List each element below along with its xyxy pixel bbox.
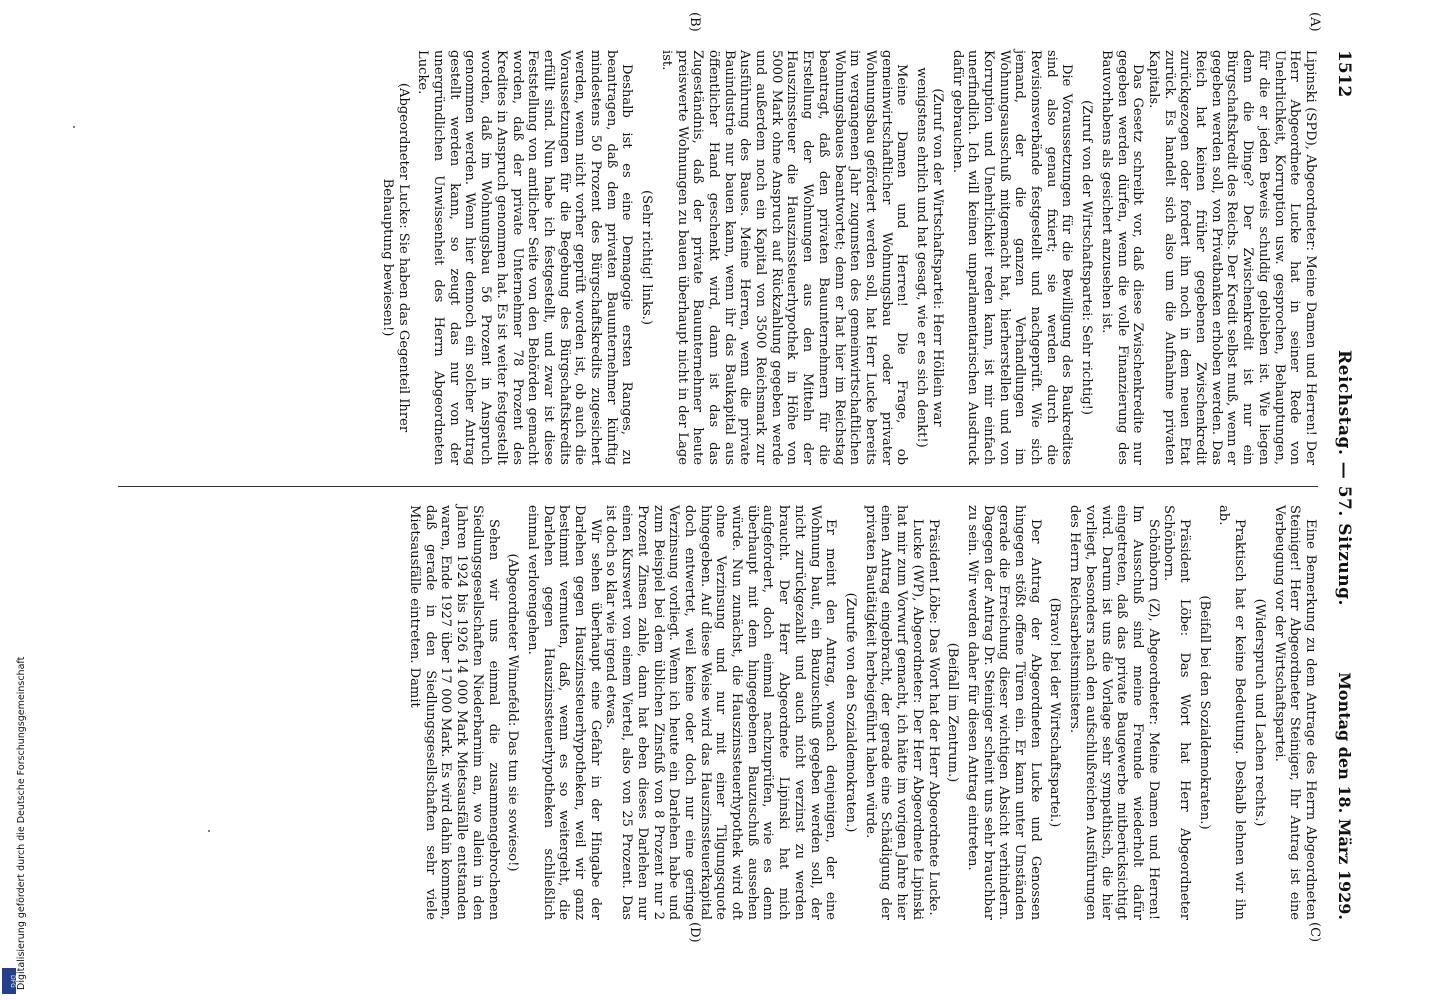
scanned-page xyxy=(72,12,1362,943)
paragraph: Eine Bemerkung zu dem Antrage des Herrn Abgeordneten Steiniger! Herr Abgeordneter Steiniger, Ihr Antrag ist eine Verbeugung vor der Wirtschaftspartei. xyxy=(1271,505,1318,920)
page-number: 1512 xyxy=(1334,50,1354,98)
interjection: (Beifall bei den Sozialdemokraten.) xyxy=(1196,595,1212,830)
margin-mark-a: (A) xyxy=(1307,12,1322,32)
dfg-logo: DFG xyxy=(2,968,16,994)
interjection: (Beifall im Zentrum.) xyxy=(945,642,961,783)
interjection: (Abgeordneter Winnefeld: Das tun sie sowieso!) xyxy=(505,553,521,872)
interjection: (Zurufe von den Sozialdemokraten.) xyxy=(843,592,859,833)
margin-mark-d: (D) xyxy=(687,922,702,943)
paragraph: Deshalb ist es eine Demagogie ersten Ranges, zu beantragen, daß dem privaten Bauunternehmer künftig mindestens 50 Prozent des Bürgschaftskredits zugesichert werden, wenn nicht vorher geprüft worden ist, ob auch die Voraussetzungen für die Begebung des Bürgschaftskredits erfüllt sind. Nun habe ich festgestellt, und zwar ist diese Feststellung von amtlicher Seite von den Behörden gemacht worden, daß der private Unternehmer 78 Prozent des Kredites in Anspruch genommen hat. Es ist weiter festgestellt worden, daß im Wohnungsbau 56 Prozent in Anspruch genommen werden. Wenn hier dennoch ein solcher Antrag gestellt werden kann, so zeugt das nur von der unergründlichen Unwissenheit des Herrn Abgeordneten Lucke. xyxy=(415,50,635,465)
paragraph: Sehen wir uns einmal die zusammengebrochenen Siedlungsgesellschaften Niederbarnim an, wo allein in den Jahren 1924 bis 1926 14 000 Mark Mietsausfälle entstanden waren, Ende 1927 über 17 000 Mark. Es wird dahin kommen, daß gerade in den Siedlungsgesellschaften sehr viele Mietsausfälle eintreten. Damit xyxy=(407,505,501,920)
digitization-credit xyxy=(4,40,27,990)
paragraph: Lipinski (SPD), Abgeordneter: Meine Damen und Herren! Der Herr Abgeordnete Lucke hat in seiner Rede von Unehrlichkeit, Korruption usw. gesprochen, Behauptungen, für die er jeden Beweis schuldig geblieben ist. Wie liegen denn die Dinge? Der Zwischenkredit ist nur ein Bürgschaftskredit des Reichs. Der Kredit selbst muß, wenn er gegeben werden soll, von Privatbanken erhoben werden. Das Reich hat keinen früher gegebenen Zwischenkredit zurückgezogen oder fordert ihn noch in dem neuen Etat zurück. Es handelt sich also um die Aufnahme privaten Kapitals. xyxy=(1145,50,1318,465)
digitization-credit-text: Digitalisierung gefördert durch die Deutsche Forschungsgemeinschaft xyxy=(16,656,27,990)
left-column xyxy=(375,50,1318,465)
paragraph: Die Voraussetzungen für die Bewilligung des Baukredites sind also genau fixiert; sie werden durch die Revisionsverbände festgestellt und nachgeprüft. Wie sich jemand, der die ganzen Verhandlungen im Wohnungsausschuß mitgemacht hat, hierherstellen und von Korruption und Unehrlichkeit reden kann, ist mir einfach unerfindlich. Ich will keinen unparlamentarischen Ausdruck dafür gebrauchen. xyxy=(949,50,1075,465)
interjection: (Bravo! bei der Wirtschaftspartei.) xyxy=(1047,597,1063,828)
paragraph: Meine Damen und Herren! Die Frage, ob gemeinwirtschaftlicher Wohnungsbau oder privater Wohnungsbau gefördert werden soll, hat Herr Lucke bereits im vergangenen Jahr zugunsten des gemeinwirtschaftlichen Wohnungsbaues beantwortet; denn er hat hier im Reichstag beantragt, daß den privaten Bauunternehmern für die Erstellung der Wohnungen aus den Mitteln der Hauszinssteuer die Hauszinssteuerhypothek in Höhe von 5000 Mark ohne Anspruch auf Rückzahlung gegeben werde und außerdem noch ein Kapital von 3500 Reichsmark zur Ausführung des Baues. Meine Herren, wenn die private Bauindustrie nur bauen kann, wenn ihr das Baukapital aus öffentlicher Hand geschenkt wird, dann ist das das Zugeständnis, daß der private Bauunternehmer heute preiswerte Wohnungen zu bauen überhaupt nicht in der Lage ist. xyxy=(658,50,910,465)
interjection: (Widerspruch und Lachen rechts.) xyxy=(1251,598,1267,827)
interjection: (Zuruf von der Wirtschaftspartei: Sehr richtig!) xyxy=(1079,99,1095,416)
paragraph: Präsident Löbe: Das Wort hat der Herr Abgeordnete Lucke. xyxy=(925,519,941,916)
session-date: Montag den 18. März 1929. xyxy=(1335,672,1354,920)
margin-mark-b: (B) xyxy=(687,12,702,32)
running-title: Reichstag. — 57. Sitzung. xyxy=(1334,350,1354,606)
interjection: (Abgeordneter Lucke: Sie haben das Gegenteil Ihrer Behauptung bewiesen!) xyxy=(379,82,411,433)
paragraph: Praktisch hat er keine Bedeutung. Deshalb lehnen wir ihn ab. xyxy=(1216,505,1248,920)
interjection: (Sehr richtig! links.) xyxy=(639,190,655,325)
paragraph: Lucke (WP), Abgeordneter: Der Herr Abgeordnete Lipinski hat mir zum Vorwurf gemacht, ich hätte im vorigen Jahre hier einen Antrag eingebracht, der gerade eine Schädigung der privaten Bautätigkeit herbeigeführt haben würde. xyxy=(862,505,925,920)
paragraph: Das Gesetz schreibt vor, daß diese Zwischenkredite nur gegeben werden dürfen, wenn die volle Finanzierung des Bauvorhabens als gesichert anzusehen ist. xyxy=(1098,50,1146,465)
paragraph: Schönborn (Z), Abgeordneter: Meine Damen und Herren! Im Ausschuß sind meine Freunde wiederholt dafür eingetreten, daß das private Baugewerbe mitberücksichtigt wird. Darum ist uns die Vorlage sehr sympathisch, die hier vorliegt, besonders nach den aufschlußreichen Ausführungen des Herrn Reichsarbeitsministers. xyxy=(1067,505,1161,920)
paragraph: Wir sehen überhaupt eine Gefahr in der Hingabe der Darlehen gegen Hauszinssteuerhypotheken, weil wir ganz bestimmt vermuten, daß, wenn es so weitergeht, die Darlehen gegen Hauszinssteuerhypotheken schließlich einmal verlorengehen. xyxy=(524,505,603,920)
paragraph: Präsident Löbe: Das Wort hat Herr Abgeordneter Schönborn. xyxy=(1161,505,1193,920)
interjection: (Zuruf von der Wirtschaftspartei: Herr Höllein war wenigstens ehrlich und hat gesagt, wie er es sich denkt!) xyxy=(914,67,945,448)
page-header xyxy=(1322,50,1362,920)
paragraph: Der Antrag der Abgeordneten Lucke und Genossen hingegen stößt offene Türen ein. Er kann unter Umständen gerade die Erreichung dieser wichtigen Absicht verhindern. Dagegen der Antrag Dr. Steiniger scheint uns sehr brauchbar zu sein. Wir werden daher für diesen Antrag eintreten. xyxy=(964,505,1043,920)
paragraph: Er meint den Antrag, wonach denjenigen, der eine Wohnung baut, ein Bauzuschuß gegeben werden soll, der nicht zurückgezahlt und auch nicht verzinst zu werden braucht. Der Herr Abgeordnete Lipinski hat mich aufgefordert, doch einmal nachzuprüfen, wie es denn überhaupt mit dem hingegebenen Bauzuschuß aussehen würde. Nun zunächst, die Hauszinssteuerhypothek wird oft ohne Verzinsung und nur mit einer Tilgungsquote hingegeben. Auf diese Weise wird das Hauszinssteuerkapital doch entwertet, weil keine oder doch nur eine geringe Verzinsung vorliegt. Wenn ich heute ein Darlehen habe und zum Beispiel bei dem üblichen Zinsfuß von 8 Prozent nur 2 Prozent Zinsen zahle, dann hat eben dieses Darlehen nur einen Kurswert von einem Viertel, also von 25 Prozent. Das ist doch so klar wie irgend etwas. xyxy=(603,505,839,920)
right-column xyxy=(406,505,1318,920)
column-divider xyxy=(118,486,1318,487)
margin-mark-c: (C) xyxy=(1307,922,1322,943)
